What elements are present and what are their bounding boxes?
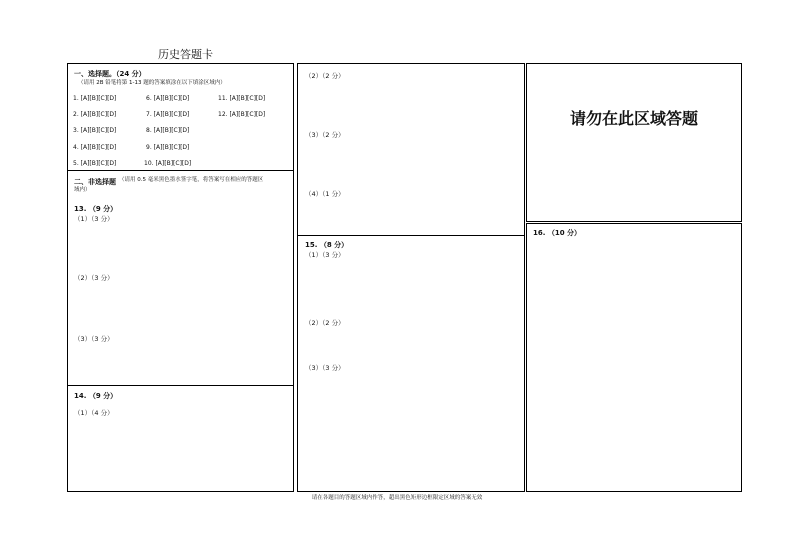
q13-sub2: （2）（3 分） xyxy=(74,274,114,282)
q15-answer-box[interactable] xyxy=(297,235,525,492)
q13-heading: 13. （9 分） xyxy=(74,205,118,213)
mc-item-6[interactable]: 6. [A][B][C][D] xyxy=(146,95,190,102)
mc-item-9[interactable]: 9. [A][B][C][D] xyxy=(146,144,190,151)
mc-item-1[interactable]: 1. [A][B][C][D] xyxy=(73,95,117,102)
no-answer-zone xyxy=(526,63,742,222)
q15-sub2: （2）（2 分） xyxy=(305,319,345,327)
q13-answer-box[interactable] xyxy=(67,170,294,386)
q14-continued-box[interactable] xyxy=(297,63,525,236)
q13-sub3: （3）（3 分） xyxy=(74,335,114,343)
mc-item-12[interactable]: 12. [A][B][C][D] xyxy=(218,111,266,118)
q14-sub3: （3）（2 分） xyxy=(305,131,345,139)
mc-item-4[interactable]: 4. [A][B][C][D] xyxy=(73,144,117,151)
mc-item-10[interactable]: 10. [A][B][C][D] xyxy=(144,160,192,167)
mc-item-5[interactable]: 5. [A][B][C][D] xyxy=(73,160,117,167)
q14-heading: 14. （9 分） xyxy=(74,392,118,400)
no-answer-label: 请勿在此区域答题 xyxy=(569,109,698,128)
part2-note-line1: （请用 0.5 毫米黑色墨水签字笔，将答案写在相应的答题区 xyxy=(119,177,264,183)
multiple-choice-box xyxy=(67,63,294,171)
q14-sub4: （4）（1 分） xyxy=(305,190,345,198)
q14-answer-box[interactable] xyxy=(67,385,294,492)
q14-sub1: （1）（4 分） xyxy=(74,409,114,417)
mc-item-2[interactable]: 2. [A][B][C][D] xyxy=(73,111,117,118)
footer-note: 请在各题目的答题区域内作答，超出黑色矩形边框限定区域的答案无效 xyxy=(311,495,483,501)
part1-note: （请用 2B 铅笔将第 1-13 题的答案填涂在以下填涂区域内） xyxy=(78,80,226,86)
q16-heading: 16. （10 分） xyxy=(533,229,582,237)
mc-item-11[interactable]: 11. [A][B][C][D] xyxy=(218,95,266,102)
sheet-title: 历史答题卡 xyxy=(158,48,213,61)
mc-item-3[interactable]: 3. [A][B][C][D] xyxy=(73,127,117,134)
part2-heading: 二、非选择题 xyxy=(74,178,116,186)
part1-heading: 一、选择题。（24 分） xyxy=(74,70,146,78)
q13-sub1: （1）（3 分） xyxy=(74,215,114,223)
part2-note-line2: 域内） xyxy=(74,187,91,193)
q15-sub3: （3）（3 分） xyxy=(305,364,345,372)
q15-sub1: （1）（3 分） xyxy=(305,251,345,259)
q14-sub2: （2）（2 分） xyxy=(305,72,345,80)
q16-answer-box[interactable] xyxy=(526,223,742,492)
mc-item-7[interactable]: 7. [A][B][C][D] xyxy=(146,111,190,118)
mc-item-8[interactable]: 8. [A][B][C][D] xyxy=(146,127,190,134)
q15-heading: 15. （8 分） xyxy=(305,241,349,249)
